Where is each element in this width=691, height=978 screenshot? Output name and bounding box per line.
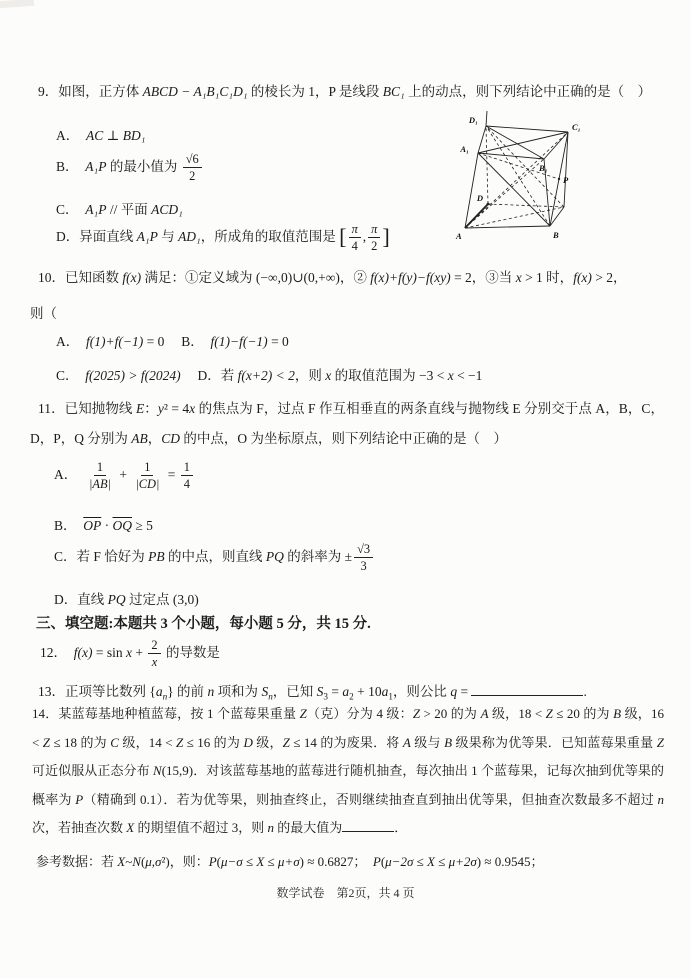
cube-figure — [452, 108, 642, 280]
question-12: 12． f(x) = sin x + $\frac{2}{x}$ 的导数是 — [40, 638, 220, 670]
vertex-label-b: B — [553, 230, 559, 240]
question-9-option-a: A． AC ⊥ BD₁ — [56, 128, 146, 143]
vertex-label-p: P — [563, 175, 569, 185]
question-11-stem: 11．已知抛物线 E：y² = 4x 的焦点为 F，过点 F 作互相垂直的两条直线与抛物线 E 分别交于点 A，B，C，D，P，Q 分别为 AB，CD 的中点，O 为坐标原点，则下列结论中正确的是（ ） — [30, 401, 664, 446]
page-footer: 数学试卷 第2页，共 4 页 — [276, 886, 415, 900]
question-10-options-ab: A． f(1)+f(−1) = 0 B． f(1)−f(−1) = 0 — [56, 334, 289, 349]
question-14-reference-data: 参考数据：若 X~N(μ,σ²)，则：P(μ−σ ≤ X ≤ μ+σ) ≈ 0.6827； P(μ−2σ ≤ X ≤ μ+2σ) ≈ 0.9545； — [36, 854, 544, 869]
vertex-label-b1: B₁ — [539, 163, 548, 173]
vertex-label-a: A — [456, 231, 462, 241]
vertex-label-d: D — [476, 193, 483, 203]
question-10-options-cd: C． f(2025) > f(2024) D．若 f(x+2) < 2，则 x 的取值范围为 −3 < x < −1 — [56, 368, 483, 383]
question-11-option-c: C．若 F 恰好为 PB 的中点，则直线 PQ 的斜率为 ± $\frac{√3}{3}$ — [54, 542, 375, 574]
question-14-body: 14．某蓝莓基地种植蓝莓，按 1 个蓝莓果重量 Z（克）分为 4 级：Z > 20 的为 A 级，18 < Z ≤ 20 的为 B 级，16 < Z ≤ 18 的为 C 级，14 < Z ≤ 16 的为 D 级，Z ≤ 14 的为废果．将 A 级与 B 级果称为优等果．已知蓝莓果重量 Z 可近似服从正态分布 N(15,9)．对该蓝莓基地的蓝莓进行随机抽查，每次抽出 1 个蓝莓果，记每次抽到优等果的概率为 P（精确到 0.1）．若为优等果，则抽查终止，否则继续抽查直到抽出优等果，但抽查次数最多不超过 n 次，若抽查次数 X 的期望值不超过 3，则 n 的最大值为 ． — [32, 706, 664, 836]
question-9-stem: 9．如图，正方体 ABCD − A₁B₁C₁D₁ 的棱长为 1，P 是线段 BC₁ 上的动点，则下列结论中正确的是（ ） — [38, 84, 652, 99]
scan-artifact — [0, 0, 34, 8]
question-11-option-b: B． $\overline{OP} \cdot \overline{OQ} \ge 5$ — [54, 518, 153, 533]
vertex-label-a1: A₁ — [460, 144, 469, 154]
question-11-option-a: A． $\frac{1}{|AB|}$ + $\frac{1}{|CD|}$ = $\frac{1}{4}$ — [54, 460, 195, 492]
section-3-header: 三、填空题:本题共 3 个小题，每小题 5 分，共 15 分. — [36, 616, 371, 632]
question-9-option-c: C． A₁P // 平面 ACD₁ — [56, 202, 183, 217]
question-9-option-d: D．异面直线 A₁P 与 AD₁，所成角的取值范围是 [ $\frac{\pi}{4}$ , $\frac{\pi}{2}$ ] — [56, 222, 390, 254]
question-13: 13．正项等比数列 $\{a_n\}$ 的前 n 项和为 $S_n$，已知 $S_3 = a_2 + 10a_1$，则公比 q = . — [38, 684, 587, 702]
question-9-option-b: B． A₁P 的最小值为 $\frac{√6}{2}$ — [56, 152, 204, 184]
question-10-stem: 10．已知函数 f(x) 满足：①定义域为 (−∞,0)∪(0,+∞)，② f(x)+f(y)−f(xy) = 2，③当 x > 1 时，f(x) > 2， — [38, 270, 627, 285]
vertex-label-c1: C₁ — [572, 122, 581, 132]
vertex-label-d1: D₁ — [468, 115, 478, 125]
question-11-option-d: D．直线 PQ 过定点 (3,0) — [54, 592, 199, 607]
question-10-stem-cont: 则（ — [30, 306, 57, 321]
